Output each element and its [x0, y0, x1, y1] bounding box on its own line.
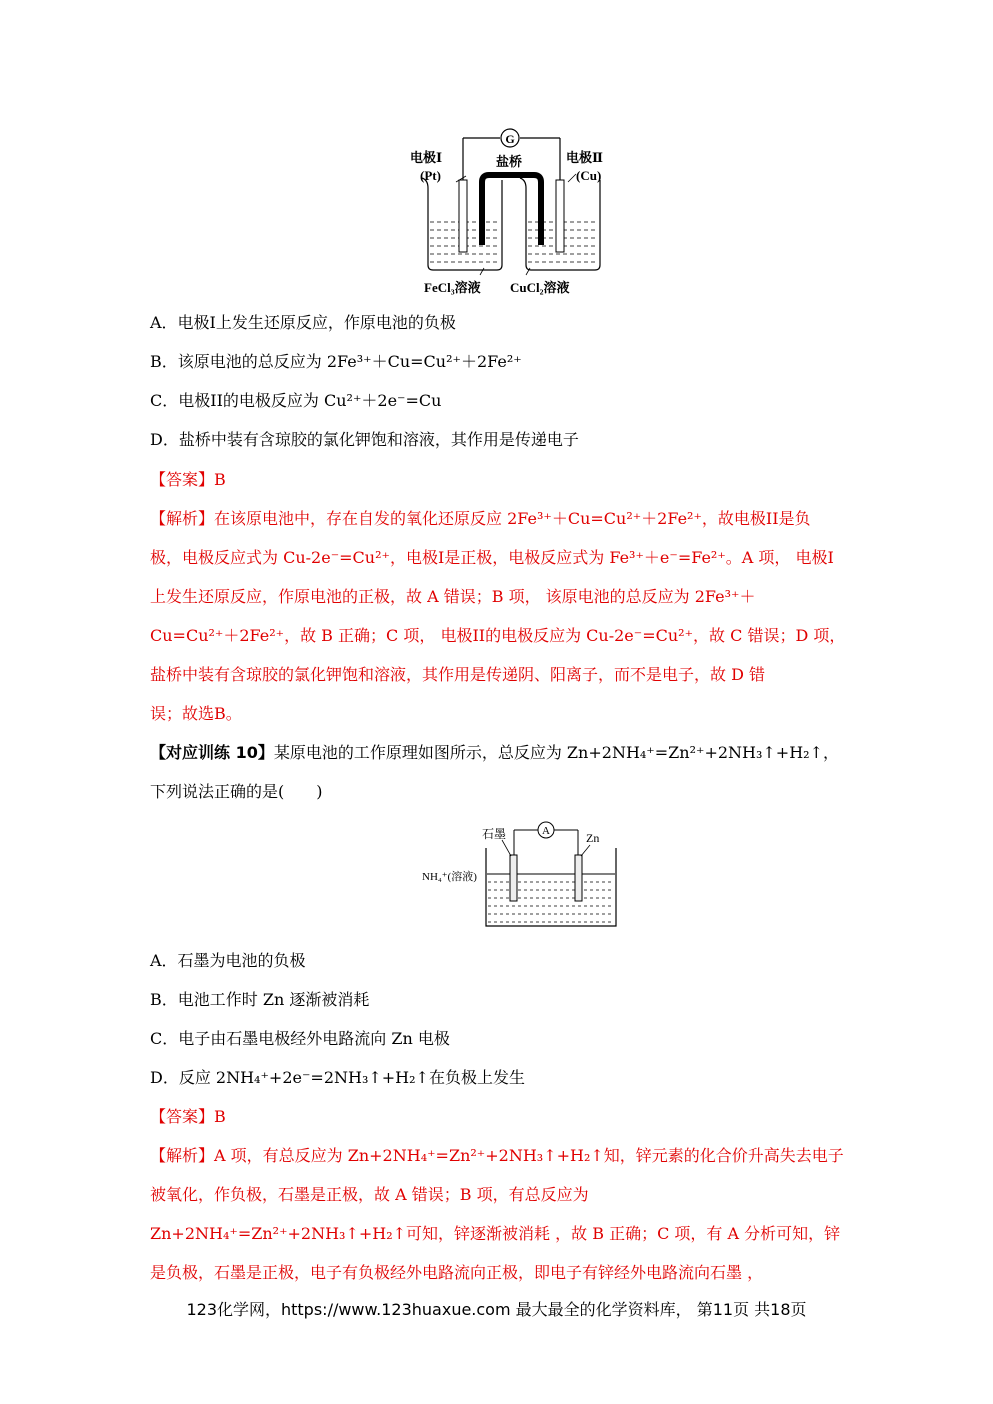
- q9-option-c-equation: Cu²⁺＋2e⁻=Cu: [323, 391, 442, 410]
- electrode-1-material: (Pt): [420, 168, 441, 183]
- q9-analysis-line: Cu=Cu²⁺＋2Fe²⁺，故 B 正确；C 项， 电极II的电极反应为 Cu-2e⁻=Cu²⁺，故 C 错误；D 项，: [150, 626, 846, 645]
- q10-option-c: C．电子由石墨电极经外电路流向 Zn 电极: [150, 1029, 450, 1048]
- electrode-2-material: (Cu): [576, 168, 602, 183]
- q10-option-a: A．石墨为电池的负极: [150, 951, 306, 970]
- salt-bridge-label: 盐桥: [496, 154, 523, 169]
- q9-option-b: [150, 349, 522, 372]
- q10-analysis-line: 被氧化，作负极，石墨是正极，故 A 错误；B 项，有总反应为: [150, 1185, 589, 1204]
- q10-analysis-line: 【解析】A 项，有总反应为 Zn+2NH₄⁺=Zn²⁺+2NH₃↑+H₂↑知，锌元素的化合价升高失去电子: [150, 1146, 844, 1165]
- q10-analysis-line: 是负极，石墨是正极，电子有负极经外电路流向正极，即电子有锌经外电路流向石墨 ，: [150, 1263, 764, 1282]
- q10-option-d: D．反应 2NH₄⁺+2e⁻=2NH₃↑+H₂↑在负极上发生: [150, 1068, 525, 1087]
- page-footer: 123化学网，https://www.123huaxue.com 最大最全的化学资料库， 第11页 共18页: [186, 1300, 807, 1319]
- zn-graphite-cell-diagram: [418, 818, 618, 930]
- galvanometer-label: G: [505, 132, 515, 146]
- graphite-label: 石墨: [482, 827, 507, 841]
- q10-option-b: B．电池工作时 Zn 逐渐被消耗: [150, 990, 370, 1009]
- q10-label: 【对应训练 10】: [150, 743, 274, 762]
- q9-analysis-line: 极，电极反应式为 Cu-2e⁻=Cu²⁺，电极I是正极，电极反应式为 Fe³⁺＋e⁻=Fe²⁺。A 项， 电极I: [150, 548, 834, 567]
- q9-option-d: D．盐桥中装有含琼胶的氯化钾饱和溶液，其作用是传递电子: [150, 430, 579, 449]
- ammeter-label: A: [542, 825, 550, 837]
- q10-stem-2: 下列说法正确的是( ): [150, 782, 323, 801]
- q9-option-c-text: C．电极II的电极反应为: [150, 391, 319, 410]
- q10-answer: 【答案】B: [150, 1107, 226, 1126]
- q9-analysis-line: 【解析】在该原电池中，存在自发的氧化还原反应 2Fe³⁺＋Cu=Cu²⁺＋2Fe²⁺，故电极II是负: [150, 509, 811, 528]
- q9-answer: 【答案】B: [150, 470, 226, 489]
- zn-label: Zn: [586, 831, 600, 845]
- q9-option-b-equation: 2Fe³⁺＋Cu=Cu²⁺＋2Fe²⁺: [326, 352, 522, 371]
- q9-option-b-text: B．该原电池的总反应为: [150, 352, 322, 371]
- q9-option-a: A．电极I上发生还原反应，作原电池的负极: [150, 313, 456, 332]
- q9-analysis-line: 上发生还原反应，作原电池的正极，故 A 错误；B 项， 该原电池的总反应为 2Fe³⁺＋: [150, 587, 756, 606]
- q9-option-c: [150, 388, 441, 411]
- solution-1-label: FeCl₃溶液: [424, 280, 481, 295]
- solution-label: NH₄⁺(溶液): [422, 871, 477, 883]
- q10-stem-text: 某原电池的工作原理如图所示，总反应为 Zn+2NH₄⁺=Zn²⁺+2NH₃↑+H₂↑，: [273, 743, 839, 762]
- solution-2-label: CuCl₂溶液: [510, 280, 570, 295]
- electrode-1-label: 电极Ⅰ: [410, 150, 443, 165]
- galvanic-cell-diagram: [400, 120, 630, 300]
- q10-stem: [150, 740, 839, 763]
- electrode-2-label: 电极Ⅱ: [566, 150, 603, 165]
- q9-analysis-line: 误；故选B。: [150, 704, 242, 723]
- q10-analysis-line: Zn+2NH₄⁺=Zn²⁺+2NH₃↑+H₂↑可知，锌逐渐被消耗 ，故 B 正确；C 项，有 A 分析可知，锌: [150, 1224, 841, 1243]
- q9-analysis-line: 盐桥中装有含琼胶的氯化钾饱和溶液，其作用是传递阴、阳离子，而不是电子，故 D 错: [150, 665, 766, 684]
